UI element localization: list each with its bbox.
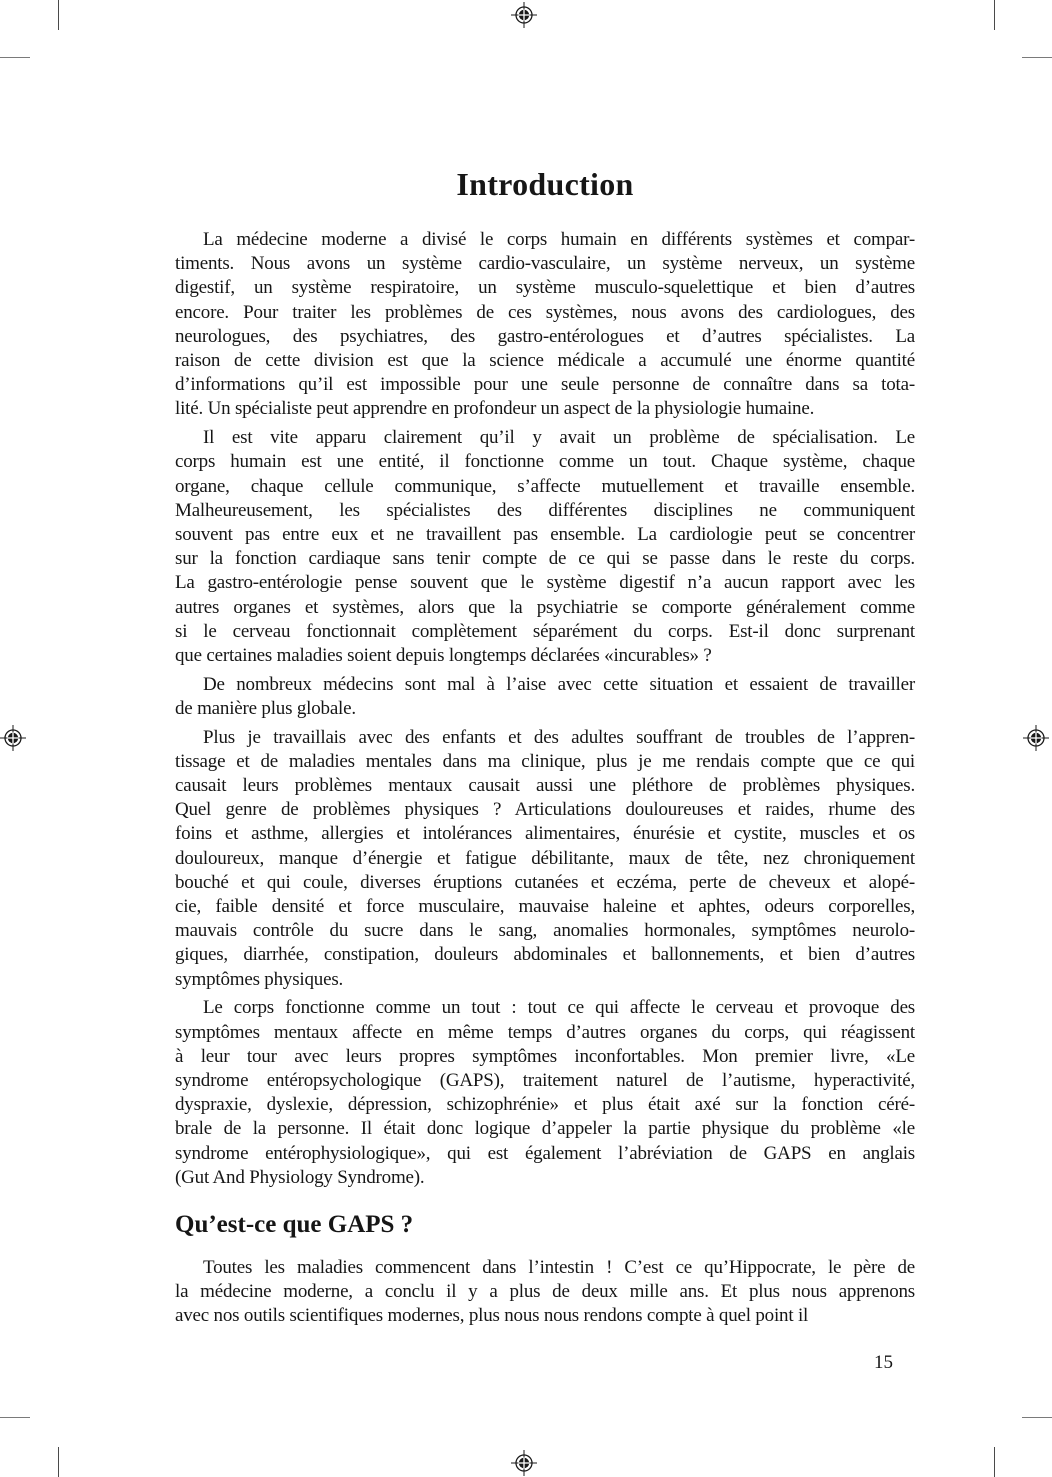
paragraph	[175, 996, 915, 1190]
text-line: dyspraxie, dyslexie, dépression, schizophrénie» et plus était axé sur la fonction céré-	[175, 1094, 915, 1116]
text-line: avec nos outils scientifiques modernes, plus nous nous rendons compte à quel point il	[175, 1305, 809, 1327]
crop-mark	[58, 1447, 59, 1477]
text-line: digestif, un système respiratoire, un système musculo-squelettique et bien d’autres	[175, 277, 915, 299]
page-number: 15	[874, 1352, 893, 1373]
paragraph	[175, 1256, 915, 1329]
text-line: brale de la personne. Il était donc logique d’appeler la partie physique du problème «le	[175, 1118, 915, 1140]
text-line: organe, chaque cellule communique, s’affecte mutuellement et travaille ensemble.	[175, 475, 915, 497]
registration-target-icon	[1023, 725, 1049, 751]
text-line: si le cerveau fonctionnait complètement séparément du corps. Est-il donc surprenant	[175, 620, 915, 642]
text-line: corps humain est une entité, il fonctionne comme un tout. Chaque système, chaque	[175, 451, 915, 473]
text-line: de manière plus globale.	[175, 697, 356, 719]
text-line: Malheureusement, les spécialistes des différentes disciplines ne communiquent	[175, 499, 915, 521]
paragraph	[175, 426, 915, 668]
crop-mark	[58, 0, 59, 30]
text-line: De nombreux médecins sont mal à l’aise avec cette situation et essaient de travailler	[203, 673, 915, 695]
crop-mark	[0, 57, 30, 58]
text-line: douloureux, manque d’énergie et fatigue débilitante, maux de tête, nez chroniquement	[175, 847, 915, 869]
body-paragraphs	[175, 228, 915, 1190]
text-line: timents. Nous avons un système cardio-vasculaire, un système nerveux, un système	[175, 253, 915, 275]
text-line: bouché et qui coule, diverses éruptions cutanées et eczéma, perte de cheveux et alopé-	[175, 871, 915, 893]
text-line: Le corps fonctionne comme un tout : tout ce qui affecte le cerveau et provoque des	[203, 997, 915, 1019]
registration-target-icon	[511, 2, 537, 28]
text-line: symptômes physiques.	[175, 968, 344, 990]
text-line: La médecine moderne a divisé le corps humain en différents systèmes et compar-	[203, 229, 915, 250]
paragraph	[175, 228, 915, 422]
section-paragraphs	[175, 1256, 915, 1329]
text-line: d’informations qu’il est impossible pour une seule personne de connaître dans sa tota-	[175, 374, 915, 396]
text-line: (Gut And Physiology Syndrome).	[175, 1166, 425, 1188]
text-line: Il est vite apparu clairement qu’il y avait un problème de spécialisation. Le	[203, 427, 915, 449]
crop-mark	[994, 0, 995, 30]
text-line: que certaines maladies soient depuis longtemps déclarées «incurables» ?	[175, 644, 712, 666]
text-line: à leur tour avec leurs propres symptômes inconfortables. Mon premier livre, «Le	[175, 1045, 915, 1067]
text-line: sur la fonction cardiaque sans tenir compte de ce qui se passe dans le reste du corps.	[175, 548, 915, 570]
text-line: giques, diarrhée, constipation, douleurs abdominales et ballonnements, et bien d’autres	[175, 944, 915, 966]
text-line: foins et asthme, allergies et intolérances alimentaires, énurésie et cystite, muscles et os	[175, 823, 915, 845]
text-line: causait leurs problèmes mentaux causait aussi une pléthore de problèmes physiques.	[175, 774, 915, 796]
crop-mark	[1022, 1417, 1052, 1418]
text-line: symptômes mentaux affecte en même temps d’autres organes du corps, qui réagissent	[175, 1021, 915, 1043]
text-line: souvent pas entre eux et ne travaillent pas ensemble. La cardiologie peut se concentrer	[175, 523, 915, 545]
text-line: neurologues, des psychiatres, des gastro-entérologues et d’autres spécialistes. La	[175, 325, 915, 347]
text-line: tissage et de maladies mentales dans ma clinique, plus je me rendais compte que ce qui	[175, 750, 915, 772]
text-line: mauvais contrôle du sucre dans le sang, anomalies hormonales, symptômes neurolo-	[175, 920, 915, 942]
crop-mark	[994, 1447, 995, 1477]
text-line: Quel genre de problèmes physiques ? Articulations douloureuses et raides, rhume des	[175, 799, 915, 821]
text-line: cie, faible densité et force musculaire, mauvaise haleine et aphtes, odeurs corporelles,	[175, 895, 915, 917]
registration-target-icon	[511, 1450, 537, 1476]
text-line: syndrome entéropsychologique (GAPS), traitement naturel de l’autisme, hyperactivité,	[175, 1069, 915, 1091]
registration-target-icon	[0, 725, 26, 751]
text-line: autres organes et systèmes, alors que la psychiatrie se comporte généralement comme	[175, 596, 915, 618]
text-line: Toutes les maladies commencent dans l’intestin ! C’est ce qu’Hippocrate, le père de	[203, 1256, 915, 1278]
text-line: Plus je travaillais avec des enfants et des adultes souffrant de troubles de l’appren-	[203, 726, 915, 748]
chapter-title: Introduction	[456, 166, 634, 202]
text-column	[175, 166, 915, 1333]
text-line: syndrome entérophysiologique», qui est également l’abréviation de GAPS en anglais	[175, 1142, 915, 1164]
text-line: encore. Pour traiter les problèmes de ces systèmes, nous avons des cardiologues, des	[175, 301, 915, 323]
paragraph	[175, 673, 915, 721]
text-line: la médecine moderne, a conclu il y a plus de deux mille ans. Et plus nous apprenons	[175, 1281, 915, 1303]
section-heading: Qu’est-ce que GAPS ?	[175, 1210, 414, 1238]
text-line: lité. Un spécialiste peut apprendre en profondeur un aspect de la physiologie humaine.	[175, 398, 815, 420]
crop-mark	[0, 1417, 30, 1418]
paragraph	[175, 726, 915, 992]
crop-mark	[1022, 57, 1052, 58]
text-line: La gastro-entérologie pense souvent que le système digestif n’a aucun rapport avec les	[175, 572, 915, 594]
text-line: raison de cette division est que la science médicale a accumulé une énorme quantité	[175, 350, 915, 372]
